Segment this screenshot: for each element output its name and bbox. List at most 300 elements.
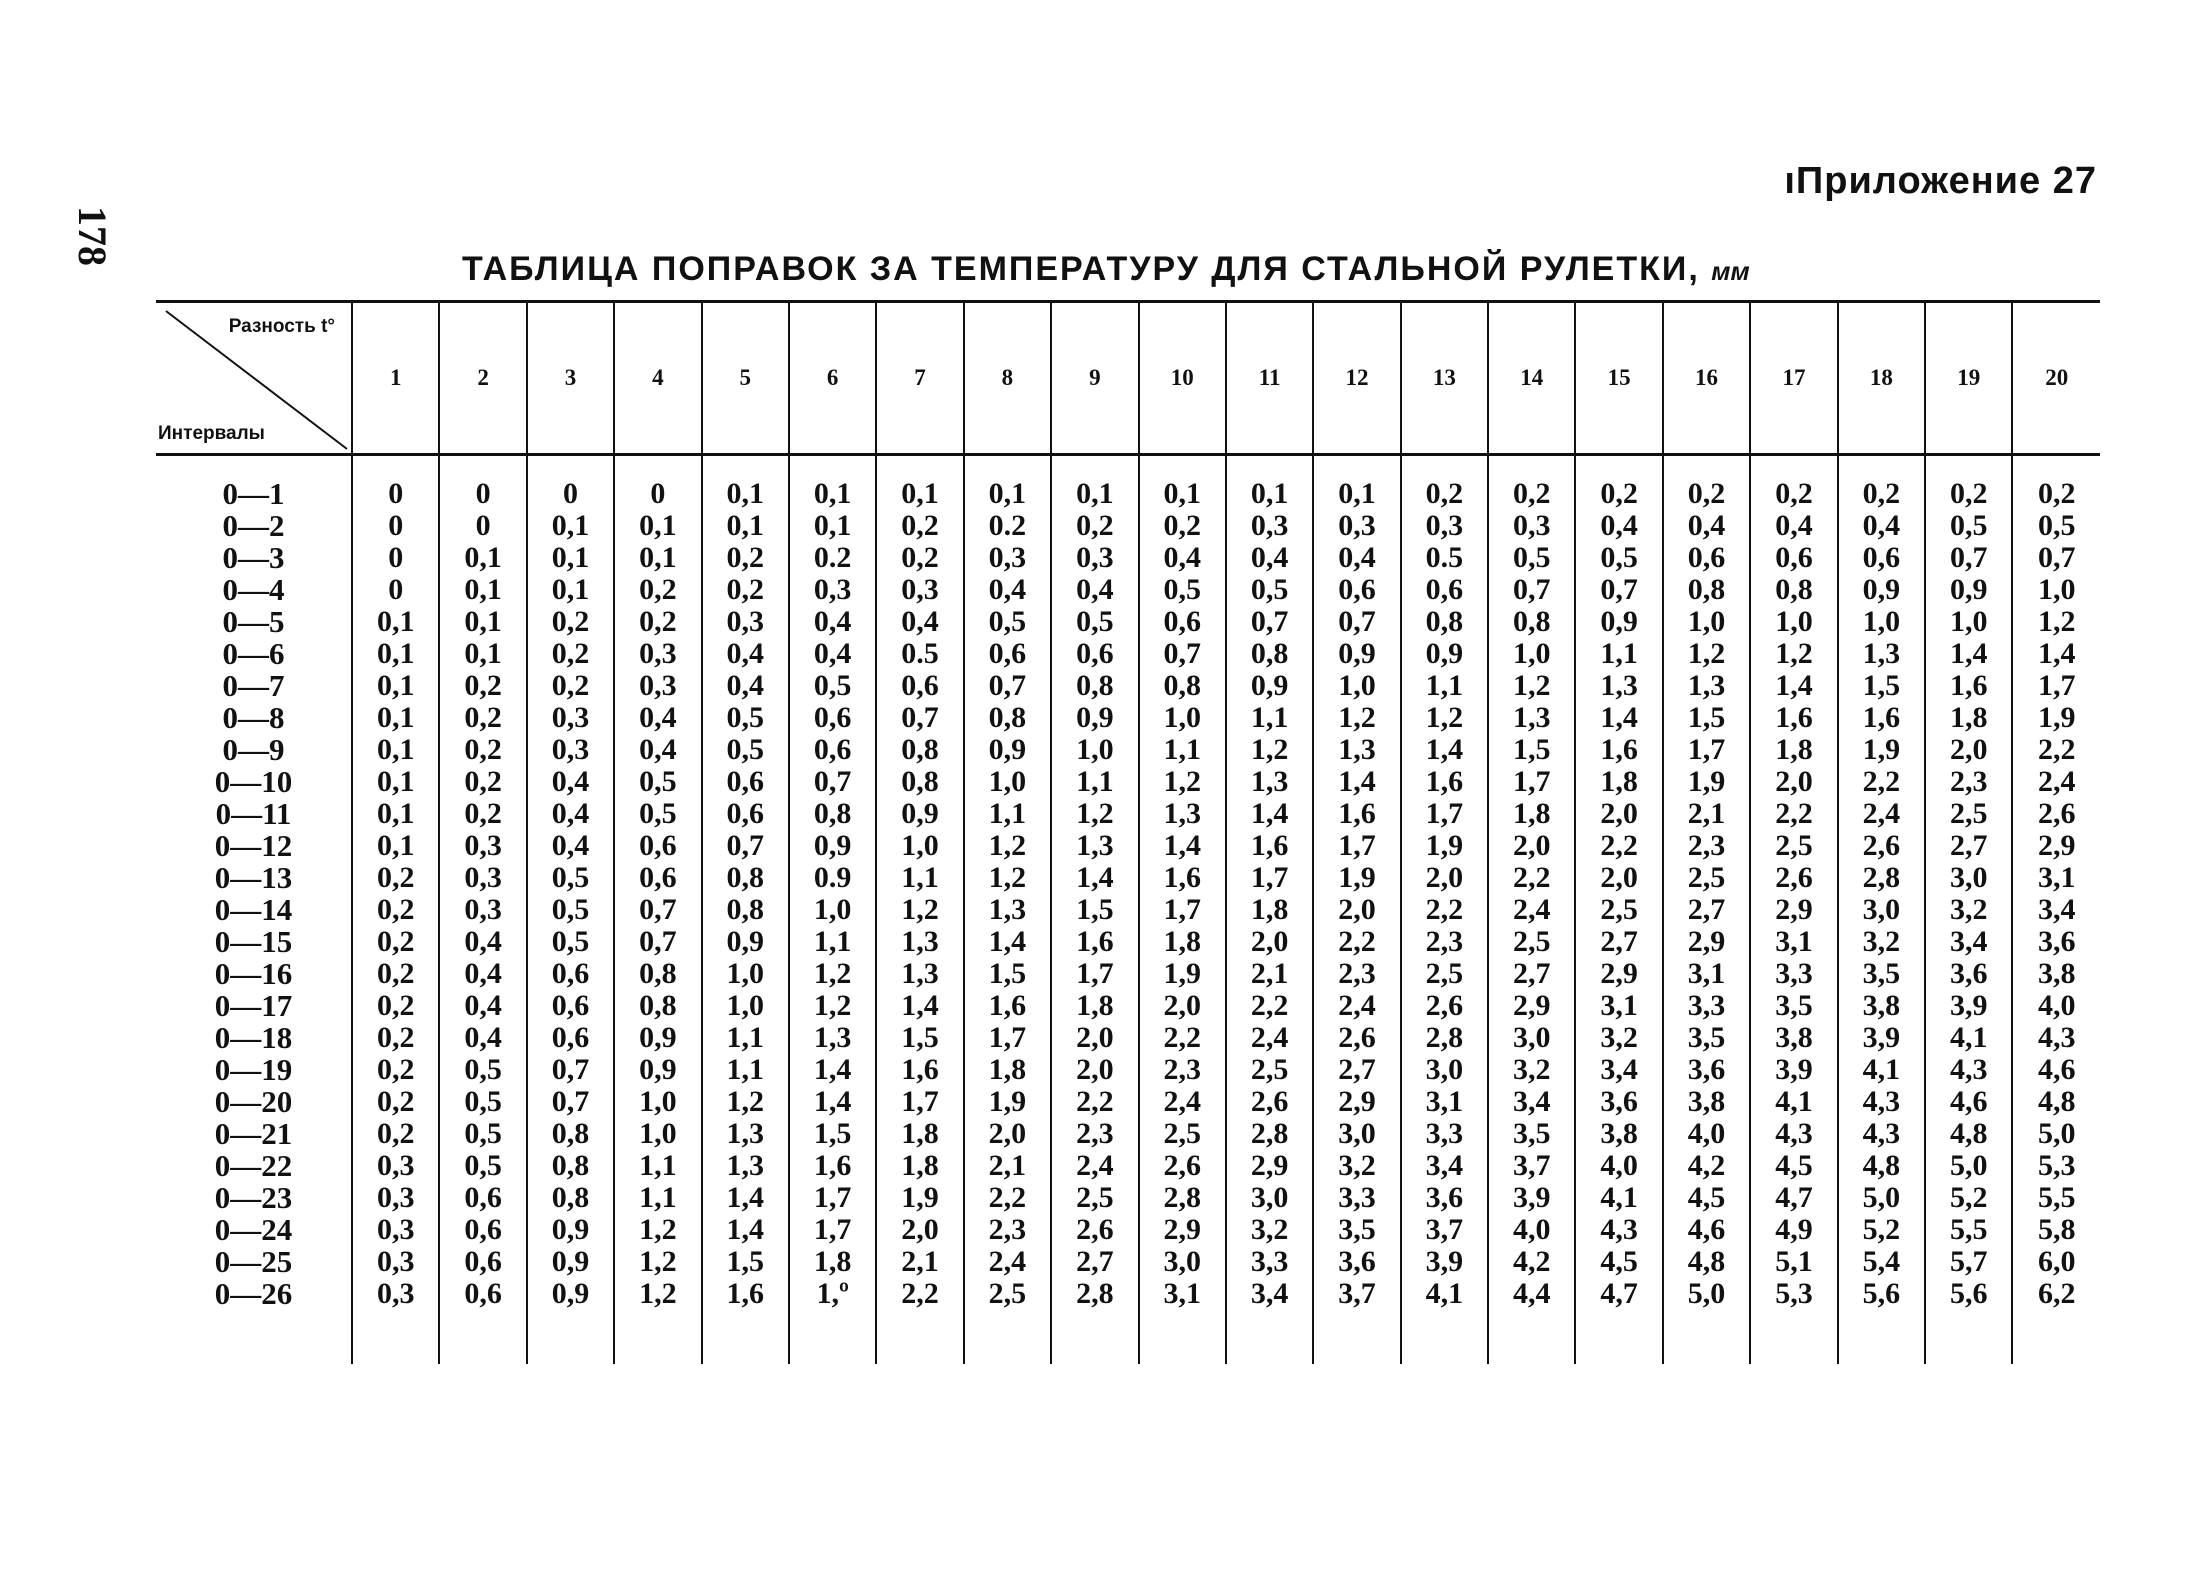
value-cell: 0 [439,455,526,511]
value-cell: 0,1 [789,510,876,542]
value-cell: 2,0 [1488,830,1575,862]
value-cell: 3,6 [2012,926,2100,958]
table-row [156,510,2100,542]
value-cell: 2,8 [1838,862,1925,894]
column-header-12: 12 [1313,302,1400,455]
value-cell: 1,3 [702,1118,789,1150]
value-cell: 2,2 [876,1278,963,1310]
value-cell: 0,6 [439,1246,526,1278]
spacer-cell [1401,1310,1488,1364]
value-cell: 2,0 [1575,862,1662,894]
table-row [156,766,2100,798]
value-cell: 1,2 [1401,702,1488,734]
value-cell: 1,6 [702,1278,789,1310]
value-cell: 1,1 [702,1022,789,1054]
value-cell: 0,6 [439,1214,526,1246]
value-cell: 1,º [789,1278,876,1310]
value-cell: 2,5 [1925,798,2012,830]
value-cell: 0,8 [1750,574,1837,606]
value-cell: 1,8 [1051,990,1138,1022]
value-cell: 0,2 [876,542,963,574]
value-cell: 3,5 [1663,1022,1750,1054]
value-cell: 1,8 [1575,766,1662,798]
value-cell: 0,1 [1226,455,1313,511]
value-cell: 1,2 [2012,606,2100,638]
value-cell: 0,6 [527,958,614,990]
spacer-cell [1139,1310,1226,1364]
temperature-correction-table [156,300,2100,1364]
value-cell: 1,3 [1663,670,1750,702]
value-cell: 0,6 [1051,638,1138,670]
value-cell: 1,7 [1401,798,1488,830]
value-cell: 2,3 [1925,766,2012,798]
value-cell: 2,5 [1575,894,1662,926]
value-cell: 0,7 [1488,574,1575,606]
appendix-label: ıПриложение 27 [1784,160,2097,202]
value-cell: 2,6 [1139,1150,1226,1182]
value-cell: 0,8 [702,894,789,926]
value-cell: 0,2 [1401,455,1488,511]
column-header-17: 17 [1750,302,1837,455]
value-cell: 2,9 [1663,926,1750,958]
value-cell: 4,0 [1488,1214,1575,1246]
value-cell: 0,1 [527,510,614,542]
value-cell: 1,0 [614,1118,701,1150]
value-cell: 3,3 [1663,990,1750,1022]
value-cell: 0,6 [614,830,701,862]
value-cell: 0,2 [439,766,526,798]
value-cell: 4,3 [1925,1054,2012,1086]
value-cell: 0,5 [527,894,614,926]
value-cell: 0,9 [789,830,876,862]
value-cell: 3,8 [1663,1086,1750,1118]
value-cell: 2,7 [1051,1246,1138,1278]
value-cell: 1,1 [964,798,1051,830]
value-cell: 0,5 [439,1086,526,1118]
column-header-20: 20 [2012,302,2100,455]
value-cell: 0,2 [352,1118,439,1150]
corner-label-difference: Разность t° [228,316,335,337]
value-cell: 1,2 [1313,702,1400,734]
value-cell: 3,8 [1750,1022,1837,1054]
value-cell: 0,6 [614,862,701,894]
value-cell: 1,0 [614,1086,701,1118]
value-cell: 0,6 [527,990,614,1022]
value-cell: 1,2 [1051,798,1138,830]
value-cell: 1,9 [2012,702,2100,734]
value-cell: 1,2 [702,1086,789,1118]
value-cell: 1,1 [876,862,963,894]
value-cell: 1,2 [614,1278,701,1310]
value-cell: 0,5 [702,702,789,734]
value-cell: 4,1 [1925,1022,2012,1054]
value-cell: 1,5 [1663,702,1750,734]
value-cell: 1,1 [614,1182,701,1214]
value-cell: 2,3 [1139,1054,1226,1086]
value-cell: 2,5 [1488,926,1575,958]
value-cell: 1,6 [1925,670,2012,702]
value-cell: 0,6 [1838,542,1925,574]
value-cell: 0,9 [1925,574,2012,606]
value-cell: 3,9 [1838,1022,1925,1054]
value-cell: 4,5 [1575,1246,1662,1278]
value-cell: 1,6 [789,1150,876,1182]
value-cell: 2,3 [964,1214,1051,1246]
value-cell: 0,9 [614,1022,701,1054]
value-cell: 0,2 [439,734,526,766]
value-cell: 5,5 [2012,1182,2100,1214]
value-cell: 0,6 [964,638,1051,670]
value-cell: 1,4 [1750,670,1837,702]
value-cell: 0,4 [1313,542,1400,574]
value-cell: 1,7 [964,1022,1051,1054]
value-cell: 3,6 [1925,958,2012,990]
value-cell: 1,3 [1838,638,1925,670]
value-cell: 0,1 [439,606,526,638]
value-cell: 2,2 [1226,990,1313,1022]
value-cell: 1,3 [1575,670,1662,702]
value-cell: 0,5 [2012,510,2100,542]
value-cell: 5,2 [1838,1214,1925,1246]
value-cell: 1,1 [1401,670,1488,702]
value-cell: 0,5 [1226,574,1313,606]
interval-cell: 0—12 [214,828,293,863]
value-cell: 0,3 [1051,542,1138,574]
value-cell: 4,6 [1925,1086,2012,1118]
value-cell: 0,3 [789,574,876,606]
value-cell: 0,3 [1401,510,1488,542]
value-cell: 0,5 [614,798,701,830]
value-cell: 3,1 [1139,1278,1226,1310]
value-cell: 0,1 [527,542,614,574]
value-cell: 0,9 [702,926,789,958]
value-cell: 3,1 [2012,862,2100,894]
value-cell: 3,1 [1401,1086,1488,1118]
value-cell: 2,0 [1226,926,1313,958]
value-cell: 0,1 [352,606,439,638]
value-cell: 1,4 [964,926,1051,958]
value-cell: 1,2 [964,862,1051,894]
value-cell: 0,4 [789,638,876,670]
interval-cell: 0—4 [222,572,285,607]
table-row [156,1214,2100,1246]
value-cell: 3,3 [1313,1182,1400,1214]
value-cell: 1,0 [1750,606,1837,638]
value-cell: 2,0 [1139,990,1226,1022]
table-row [156,670,2100,702]
value-cell: 0,2 [1750,455,1837,511]
value-cell: 0,1 [352,734,439,766]
value-cell: 0,6 [1401,574,1488,606]
page-number: 178 [70,206,115,266]
value-cell: 0,8 [527,1118,614,1150]
value-cell: 2,9 [1488,990,1575,1022]
value-cell: 4,3 [1838,1118,1925,1150]
spacer-cell [156,1310,352,1364]
value-cell: 1,9 [1838,734,1925,766]
value-cell: 1,0 [964,766,1051,798]
value-cell: 0,4 [964,574,1051,606]
value-cell: 1,7 [1313,830,1400,862]
value-cell: 2,2 [1575,830,1662,862]
value-cell: 0,2 [702,542,789,574]
value-cell: 0,5 [1488,542,1575,574]
value-cell: 1,0 [2012,574,2100,606]
value-cell: 0,4 [1226,542,1313,574]
value-cell: 2,6 [1226,1086,1313,1118]
value-cell: 2,2 [1488,862,1575,894]
value-cell: 5,0 [1838,1182,1925,1214]
value-cell: 2,0 [876,1214,963,1246]
value-cell: 2,0 [1925,734,2012,766]
value-cell: 2,6 [1838,830,1925,862]
value-cell: 2,1 [964,1150,1051,1182]
value-cell: 0.9 [789,862,876,894]
value-cell: 0,7 [876,702,963,734]
value-cell: 1,3 [789,1022,876,1054]
value-cell: 2,9 [1750,894,1837,926]
value-cell: 1,8 [1139,926,1226,958]
value-cell: 5,0 [1925,1150,2012,1182]
value-cell: 2,0 [1313,894,1400,926]
value-cell: 0,9 [1401,638,1488,670]
interval-cell: 0—11 [215,796,292,831]
value-cell: 2,0 [1575,798,1662,830]
interval-cell: 0—19 [214,1052,293,1087]
value-cell: 1,1 [1226,702,1313,734]
value-cell: 0,9 [1051,702,1138,734]
value-cell: 2,0 [1401,862,1488,894]
value-cell: 0,7 [1139,638,1226,670]
value-cell: 5,0 [1663,1278,1750,1310]
value-cell: 0,2 [352,862,439,894]
value-cell: 1,4 [1226,798,1313,830]
value-cell: 0,3 [352,1246,439,1278]
value-cell: 3,4 [1226,1278,1313,1310]
table-row [156,1118,2100,1150]
value-cell: 1,8 [1750,734,1837,766]
value-cell: 0 [352,510,439,542]
column-header-6: 6 [789,302,876,455]
value-cell: 0,1 [702,510,789,542]
value-cell: 1,6 [876,1054,963,1086]
value-cell: 0,5 [439,1150,526,1182]
value-cell: 3,9 [1488,1182,1575,1214]
value-cell: 2,2 [1139,1022,1226,1054]
value-cell: 0,7 [614,894,701,926]
value-cell: 4,6 [1663,1214,1750,1246]
value-cell: 1,7 [789,1214,876,1246]
value-cell: 1,1 [1575,638,1662,670]
value-cell: 1,7 [1051,958,1138,990]
value-cell: 1,3 [1488,702,1575,734]
interval-cell: 0—16 [214,956,293,991]
value-cell: 1,9 [1401,830,1488,862]
table-row [156,1086,2100,1118]
value-cell: 0,5 [614,766,701,798]
value-cell: 3,4 [1575,1054,1662,1086]
column-header-1: 1 [352,302,439,455]
value-cell: 0,1 [876,455,963,511]
value-cell: 1,9 [964,1086,1051,1118]
value-cell: 0.2 [964,510,1051,542]
value-cell: 0,8 [964,702,1051,734]
value-cell: 2,4 [1838,798,1925,830]
value-cell: 0,8 [527,1182,614,1214]
value-cell: 4,0 [1575,1150,1662,1182]
value-cell: 6,2 [2012,1278,2100,1310]
value-cell: 0,3 [352,1150,439,1182]
table-row [156,455,2100,511]
table-row [156,926,2100,958]
interval-cell: 0—18 [214,1020,293,1055]
value-cell: 1,2 [614,1246,701,1278]
value-cell: 0 [614,455,701,511]
spacer-cell [527,1310,614,1364]
value-cell: 2,0 [964,1118,1051,1150]
value-cell: 1,6 [1401,766,1488,798]
value-cell: 1,2 [1663,638,1750,670]
value-cell: 3,6 [1663,1054,1750,1086]
value-cell: 4,1 [1838,1054,1925,1086]
value-cell: 4,4 [1488,1278,1575,1310]
value-cell: 5,6 [1838,1278,1925,1310]
value-cell: 0,2 [352,1086,439,1118]
value-cell: 0,7 [702,830,789,862]
value-cell: 0,7 [527,1054,614,1086]
value-cell: 1,5 [876,1022,963,1054]
column-header-11: 11 [1226,302,1313,455]
value-cell: 3,6 [1401,1182,1488,1214]
table-row [156,638,2100,670]
value-cell: 0,1 [439,638,526,670]
value-cell: 0,1 [1139,455,1226,511]
value-cell: 0,3 [352,1182,439,1214]
value-cell: 1,5 [964,958,1051,990]
value-cell: 0,4 [1663,510,1750,542]
value-cell: 2,6 [1051,1214,1138,1246]
interval-cell: 0—22 [214,1148,293,1183]
spacer-cell [1313,1310,1400,1364]
value-cell: 0,4 [702,670,789,702]
value-cell: 0,2 [614,606,701,638]
value-cell: 0,2 [439,702,526,734]
table-title-text: ТАБЛИЦА ПОПРАВОК ЗА ТЕМПЕРАТУРУ ДЛЯ СТАЛЬНОЙ РУЛЕТКИ, [462,250,1700,288]
value-cell: 0,2 [702,574,789,606]
value-cell: 3,2 [1226,1214,1313,1246]
value-cell: 2,9 [2012,830,2100,862]
value-cell: 2,0 [1051,1054,1138,1086]
column-header-10: 10 [1139,302,1226,455]
value-cell: 0,9 [1838,574,1925,606]
table-row [156,894,2100,926]
value-cell: 2,2 [1401,894,1488,926]
value-cell: 0,8 [1051,670,1138,702]
interval-cell: 0—14 [214,892,293,927]
corner-label-intervals: Интервалы [158,423,265,444]
interval-cell: 0—3 [222,540,285,575]
value-cell: 0 [439,510,526,542]
column-header-15: 15 [1575,302,1662,455]
value-cell: 2,5 [1226,1054,1313,1086]
table-row [156,958,2100,990]
value-cell: 0,4 [527,830,614,862]
value-cell: 0,2 [439,798,526,830]
value-cell: 0,4 [614,734,701,766]
value-cell: 3,9 [1401,1246,1488,1278]
value-cell: 1,6 [964,990,1051,1022]
value-cell: 2,8 [1401,1022,1488,1054]
value-cell: 0,1 [352,670,439,702]
value-cell: 0,7 [1226,606,1313,638]
value-cell: 0,4 [527,766,614,798]
value-cell: 0,1 [527,574,614,606]
value-cell: 1,4 [1313,766,1400,798]
interval-cell: 0—17 [214,988,293,1023]
value-cell: 0,2 [352,958,439,990]
value-cell: 0 [352,455,439,511]
value-cell: 5,3 [2012,1150,2100,1182]
value-cell: 3,5 [1313,1214,1400,1246]
value-cell: 0,4 [614,702,701,734]
value-cell: 0,8 [876,766,963,798]
value-cell: 0,9 [527,1246,614,1278]
value-cell: 2,0 [1051,1022,1138,1054]
value-cell: 2,7 [1575,926,1662,958]
value-cell: 0,4 [439,990,526,1022]
value-cell: 1,0 [876,830,963,862]
value-cell: 0,5 [1139,574,1226,606]
value-cell: 1,6 [1575,734,1662,766]
value-cell: 1,8 [1488,798,1575,830]
value-cell: 1,0 [1838,606,1925,638]
value-cell: 1,4 [702,1182,789,1214]
value-cell: 1,2 [1139,766,1226,798]
value-cell: 0,5 [439,1054,526,1086]
value-cell: 0,1 [964,455,1051,511]
column-header-9: 9 [1051,302,1138,455]
value-cell: 0,8 [789,798,876,830]
value-cell: 0,7 [2012,542,2100,574]
value-cell: 3,7 [1488,1150,1575,1182]
value-cell: 2,3 [1663,830,1750,862]
value-cell: 0,3 [439,862,526,894]
value-cell: 1,7 [1226,862,1313,894]
spacer-cell [789,1310,876,1364]
value-cell: 2,3 [1051,1118,1138,1150]
value-cell: 2,5 [1139,1118,1226,1150]
value-cell: 0,4 [789,606,876,638]
interval-cell: 0—20 [214,1084,293,1119]
value-cell: 0,1 [702,455,789,511]
value-cell: 0,1 [439,542,526,574]
value-cell: 2,2 [1051,1086,1138,1118]
value-cell: 3,8 [1575,1118,1662,1150]
table-row [156,574,2100,606]
value-cell: 1,1 [1139,734,1226,766]
value-cell: 4,2 [1488,1246,1575,1278]
value-cell: 1,1 [789,926,876,958]
value-cell: 2,8 [1051,1278,1138,1310]
value-cell: 3,4 [2012,894,2100,926]
value-cell: 1,4 [789,1054,876,1086]
value-cell: 1,4 [1575,702,1662,734]
value-cell: 2,7 [1663,894,1750,926]
value-cell: 1,2 [964,830,1051,862]
value-cell: 0.5 [1401,542,1488,574]
value-cell: 2,4 [1488,894,1575,926]
spacer-cell [1575,1310,1662,1364]
